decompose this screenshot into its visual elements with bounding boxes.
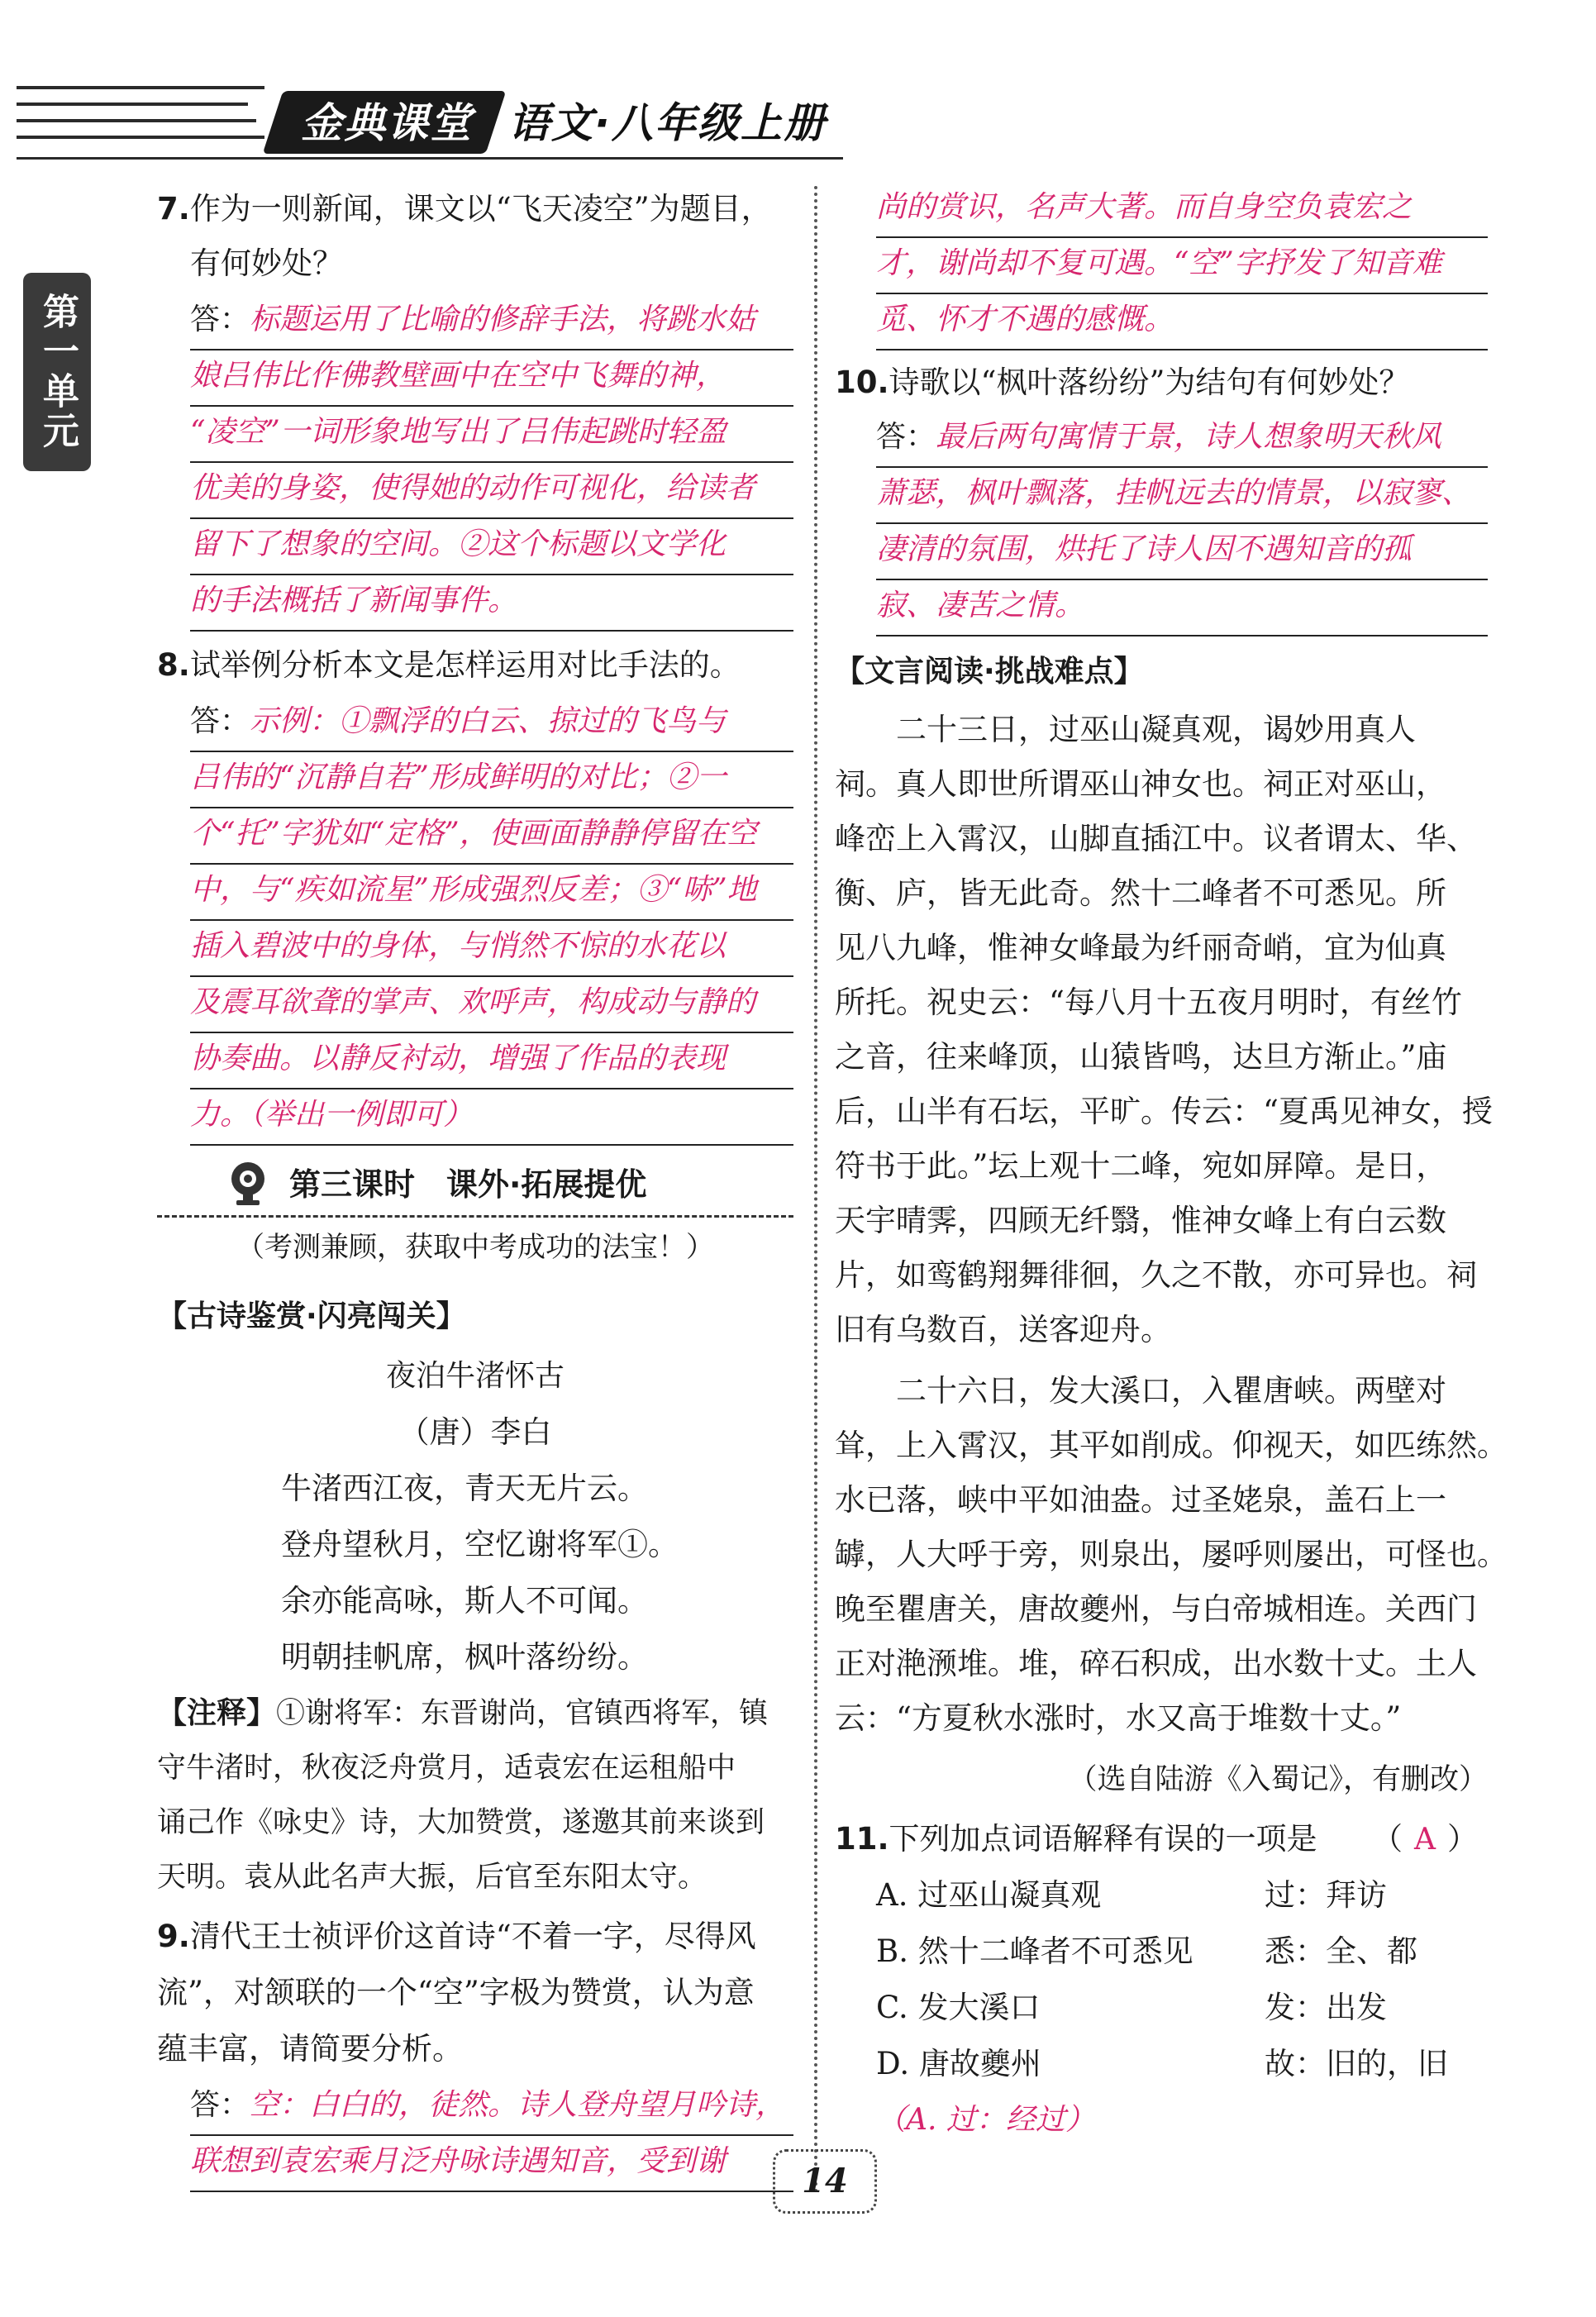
passage-line: 水已落，峡中平如油盎。过圣姥泉，盖石上一 — [835, 1482, 1446, 1518]
answer-label: 答： — [876, 420, 936, 454]
option-b-gloss: 悉：全、都 — [1265, 1933, 1417, 1969]
passage-line: 二十三日，过巫山凝真观，谒妙用真人 — [835, 712, 1416, 747]
header-underline — [17, 157, 843, 160]
answer-line: 及震耳欲聋的掌声、欢呼声，构成动与静的 — [190, 977, 793, 1033]
answer-label: 答： — [190, 2088, 250, 2122]
book-title: 语文·八年级上册 — [508, 99, 827, 147]
choice-answer: A — [1414, 1823, 1436, 1857]
note-text: 天明。袁从此名声大振，后官至东阳太守。 — [157, 1861, 707, 1894]
passage-line: 片，如鸾鹤翔舞徘徊，久之不散，亦可异也。祠 — [835, 1257, 1477, 1293]
passage-line: 之音，往来峰顶，山猿皆鸣，达旦方渐止。”庙 — [835, 1039, 1447, 1075]
option-d: D. 唐故夔州 — [876, 2046, 1041, 2081]
answer-text: 最后两句寓情于景，诗人想象明天秋风 — [936, 420, 1442, 454]
answer-line: 觅、怀才不遇的感慨。 — [876, 294, 1488, 350]
trophy-icon — [223, 1157, 273, 1207]
answer-line: 寂、凄苦之情。 — [876, 580, 1488, 636]
question-11 — [835, 1812, 1317, 1866]
answer-label: 答： — [190, 704, 250, 738]
header-rule — [17, 136, 264, 139]
session-subtitle: （考测兼顾，获取中考成功的法宝！） — [236, 1231, 714, 1264]
answer-label: 答： — [190, 303, 250, 336]
bracket: ） — [1447, 1821, 1478, 1857]
answer-line: 萧瑟，枫叶飘落，挂帆远去的情景，以寂寥、 — [876, 468, 1488, 524]
passage-line: 旧有乌数百，送客迎舟。 — [835, 1312, 1171, 1347]
answer-text: 示例：①飘浮的白云、掠过的飞鸟与 — [250, 704, 727, 738]
question-text: 下列加点词语解释有误的一项是 — [889, 1821, 1317, 1857]
question-number: 8. — [157, 647, 190, 683]
passage-line: 天宇晴霁，四顾无纤翳，惟神女峰上有白云数 — [835, 1203, 1446, 1238]
poem-line: 牛渚西江夜，青天无片云。 — [281, 1471, 648, 1506]
question-number: 10. — [835, 365, 889, 400]
header-rule — [17, 119, 256, 122]
question-number: 9. — [157, 1919, 190, 1954]
question-text: 蕴丰富，请简要分析。 — [157, 2031, 463, 2067]
passage-line: 耸，上入霄汉，其平如削成。仰视天，如匹练然。 — [835, 1428, 1508, 1463]
answer-line: 凄清的氛围，烘托了诗人因不遇知音的孤 — [876, 524, 1488, 580]
answer-text: 标题运用了比喻的修辞手法，将跳水姑 — [250, 303, 756, 336]
poem-author: （唐）李白 — [398, 1414, 552, 1450]
option-a: A. 过巫山凝真观 — [876, 1877, 1102, 1913]
passage-source: （选自陆游《入蜀记》，有删改） — [1068, 1763, 1488, 1796]
passage-line: 晚至瞿唐关，唐故夔州，与白帝城相连。关西门 — [835, 1591, 1477, 1627]
passage-line: 符书于此。”坛上观十二峰，宛如屏障。是日， — [835, 1148, 1447, 1184]
answer-line: 中，与“疾如流星”形成强烈反差；③“哧”地 — [190, 865, 793, 921]
question-number: 11. — [835, 1821, 889, 1857]
answer-line: 联想到袁宏乘月泛舟咏诗遇知音，受到谢 — [190, 2136, 793, 2192]
poem-line: 登舟望秋月，空忆谢将军①。 — [281, 1527, 679, 1562]
question-text: 诗歌以“枫叶落纷纷”为结句有何妙处？ — [889, 365, 1410, 400]
unit-tab: 第一单元 — [23, 273, 91, 471]
answer-line — [876, 412, 1488, 468]
question-text: 流”，对颔联的一个“空”字极为赞赏，认为意 — [157, 1975, 755, 2010]
question-number: 7. — [157, 191, 190, 226]
question-text: 作为一则新闻，课文以“飞天凌空”为题目， — [189, 191, 772, 226]
brand-title: 金典课堂 — [301, 99, 473, 147]
question-8 — [157, 638, 741, 693]
passage-line: 罅，人大呼于旁，则泉出，屡呼则屡出，可怪也。 — [835, 1537, 1508, 1572]
header-rule — [17, 86, 264, 89]
note — [157, 1686, 768, 1741]
question-7 — [157, 182, 772, 236]
bracket: （ — [1372, 1821, 1403, 1857]
page-header — [0, 74, 1596, 174]
note-text: 守牛渚时，秋夜泛舟赏月，适袁宏在运租船中 — [157, 1752, 736, 1785]
passage-line: 见八九峰，惟神女峰最为纤丽奇峭，宜为仙真 — [835, 930, 1446, 965]
answer-explanation: （A. 过：经过） — [876, 2103, 1095, 2137]
passage-line: 二十六日，发大溪口，入瞿唐峡。两壁对 — [835, 1373, 1446, 1409]
answer-line — [190, 294, 793, 350]
passage-line: 所托。祝史云：“每八月十五夜月明时，有丝竹 — [835, 984, 1462, 1020]
answer-line: 插入碧波中的身体，与悄然不惊的水花以 — [190, 921, 793, 977]
note-text: ①谢将军：东晋谢尚，官镇西将军，镇 — [276, 1697, 769, 1730]
poem-line: 余亦能高咏，斯人不可闻。 — [281, 1583, 648, 1619]
question-text: 试举例分析本文是怎样运用对比手法的。 — [189, 647, 741, 683]
section-heading: 【古诗鉴赏·闪亮闯关】 — [157, 1299, 466, 1333]
header-rule — [17, 103, 248, 106]
option-b: B. 然十二峰者不可悉见 — [876, 1933, 1193, 1969]
section-heading: 【文言阅读·挑战难点】 — [835, 655, 1144, 689]
answer-line — [190, 696, 793, 752]
answer-bracket — [1372, 1812, 1478, 1866]
answer-line: 优美的身姿，使得她的动作可视化，给读者 — [190, 463, 793, 519]
answer-line: 才，谢尚却不复可遇。“空”字抒发了知音难 — [876, 238, 1488, 294]
option-d-gloss: 故：旧的，旧 — [1265, 2046, 1448, 2081]
option-c-gloss: 发：出发 — [1265, 1990, 1387, 2025]
option-c: C. 发大溪口 — [876, 1990, 1041, 2025]
passage-line: 祠。真人即世所谓巫山神女也。祠正对巫山， — [835, 766, 1446, 802]
question-10 — [835, 355, 1409, 410]
passage-line: 衡、庐，皆无此奇。然十二峰者不可悉见。所 — [835, 875, 1446, 911]
page-number: 14 — [773, 2149, 877, 2214]
passage-line: 正对滟滪堆。堆，碎石积成，出水数十丈。土人 — [835, 1646, 1477, 1681]
session-heading — [157, 1157, 793, 1218]
option-a-gloss: 过：拜访 — [1265, 1877, 1387, 1913]
answer-text: 空：白白的，徒然。诗人登舟望月吟诗， — [250, 2088, 786, 2122]
answer-line: “凌空”一词形象地写出了吕伟起跳时轻盈 — [190, 407, 793, 463]
answer-line: 留下了想象的空间。②这个标题以文学化 — [190, 519, 793, 575]
passage-line: 云：“方夏秋水涨时，水又高于堆数十丈。” — [835, 1700, 1402, 1736]
answer-line: 的手法概括了新闻事件。 — [190, 575, 793, 632]
note-text: 诵己作《咏史》诗，大加赞赏，遂邀其前来谈到 — [157, 1806, 765, 1839]
answer-line: 娘吕伟比作佛教壁画中在空中飞舞的神， — [190, 350, 793, 407]
answer-line: 吕伟的“沉静自若”形成鲜明的对比；②一 — [190, 752, 793, 808]
poem-title: 夜泊牛渚怀古 — [385, 1359, 565, 1393]
answer-line: 个“托”字犹如“定格”，使画面静静停留在空 — [190, 808, 793, 865]
note-label: 【注释】 — [157, 1696, 277, 1730]
question-text: 清代王士祯评价这首诗“不着一字，尽得风 — [189, 1919, 756, 1954]
answer-line: 力。（举出一例即可） — [190, 1089, 793, 1146]
passage-line: 后，山半有石坛，平旷。传云：“夏禹见神女，授 — [835, 1094, 1493, 1129]
answer-line: 协奏曲。以静反衬动，增强了作品的表现 — [190, 1033, 793, 1089]
answer-line — [190, 2080, 793, 2136]
session-title: 第三课时 课外·拓展提优 — [289, 1166, 647, 1203]
question-text: 有何妙处？ — [190, 246, 343, 281]
poem-line: 明朝挂帆席，枫叶落纷纷。 — [281, 1639, 648, 1675]
answer-line: 尚的赏识，名声大著。而自身空负袁宏之 — [876, 182, 1488, 238]
passage-line: 峰峦上入霄汉，山脚直插江中。议者谓太、华、 — [835, 821, 1477, 856]
question-9 — [157, 1909, 756, 1964]
column-divider — [814, 186, 817, 2195]
